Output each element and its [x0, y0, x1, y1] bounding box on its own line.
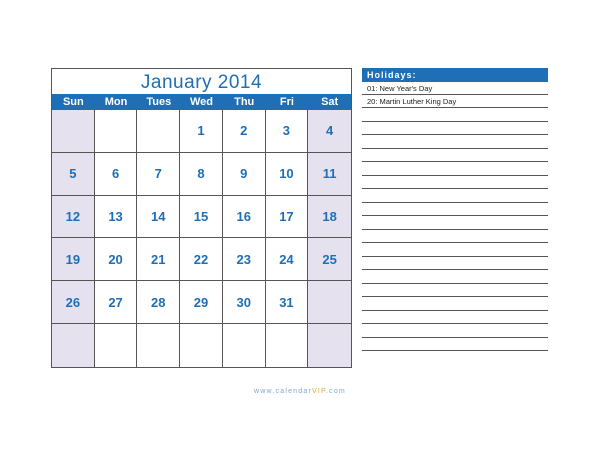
weekday-header-row: [52, 94, 351, 110]
day-cell: 17: [266, 196, 309, 239]
weekday-label: Thu: [234, 96, 255, 108]
holidays-panel: [362, 68, 548, 351]
note-line: [362, 270, 548, 284]
day-cell: 10: [266, 153, 309, 196]
note-line: [362, 324, 548, 338]
day-cell: 4: [308, 110, 351, 153]
day-cell: [95, 324, 138, 367]
day-cell: 14: [137, 196, 180, 239]
note-line: [362, 108, 548, 122]
day-cell: [308, 281, 351, 324]
day-cell: [266, 324, 309, 367]
day-cell: [180, 324, 223, 367]
note-line: [362, 284, 548, 298]
note-line: [362, 257, 548, 271]
day-cell: [95, 110, 138, 153]
note-line: [362, 135, 548, 149]
day-cell: 30: [223, 281, 266, 324]
note-line: [362, 311, 548, 325]
day-cell: 7: [137, 153, 180, 196]
footer-url: [0, 388, 600, 395]
day-cell: 18: [308, 196, 351, 239]
day-cell: 23: [223, 238, 266, 281]
holiday-entry: 20: Martin Luther King Day: [362, 95, 548, 108]
day-cell: 6: [95, 153, 138, 196]
footer-suffix: .com: [325, 388, 346, 395]
day-cell: 25: [308, 238, 351, 281]
day-cell: 21: [137, 238, 180, 281]
note-line: [362, 216, 548, 230]
day-cell: 3: [266, 110, 309, 153]
day-cell: 1: [180, 110, 223, 153]
day-cell: 12: [52, 196, 95, 239]
footer-brand: VIP: [312, 388, 326, 395]
weekday-label: Tues: [146, 96, 172, 108]
day-cell: 19: [52, 238, 95, 281]
day-cell: [52, 110, 95, 153]
day-cell: 13: [95, 196, 138, 239]
day-cell: 16: [223, 196, 266, 239]
note-line: [362, 243, 548, 257]
day-cell: 9: [223, 153, 266, 196]
day-cell: [52, 324, 95, 367]
day-cell: 5: [52, 153, 95, 196]
day-cell: 11: [308, 153, 351, 196]
day-cell: 29: [180, 281, 223, 324]
holidays-header: Holidays:: [362, 68, 548, 82]
month-calendar: [51, 68, 352, 368]
note-line: [362, 203, 548, 217]
day-cell: 24: [266, 238, 309, 281]
day-cell: 20: [95, 238, 138, 281]
holiday-entry: 01: New Year's Day: [362, 82, 548, 95]
day-cell: 31: [266, 281, 309, 324]
day-grid: [52, 110, 351, 367]
note-line: [362, 149, 548, 163]
note-line: [362, 297, 548, 311]
notes-lines: [362, 108, 548, 351]
day-cell: 26: [52, 281, 95, 324]
day-cell: 27: [95, 281, 138, 324]
note-line: [362, 176, 548, 190]
calendar-title: January 2014: [140, 72, 263, 93]
weekday-label: Wed: [189, 96, 213, 108]
note-line: [362, 189, 548, 203]
day-cell: 22: [180, 238, 223, 281]
note-line: [362, 230, 548, 244]
day-cell: 2: [223, 110, 266, 153]
note-line: [362, 162, 548, 176]
note-line: [362, 122, 548, 136]
day-cell: 15: [180, 196, 223, 239]
day-cell: [308, 324, 351, 367]
day-cell: [223, 324, 266, 367]
day-cell: 28: [137, 281, 180, 324]
weekday-label: Mon: [104, 96, 128, 108]
day-cell: [137, 324, 180, 367]
weekday-label: Sun: [62, 96, 84, 108]
weekday-label: Fri: [279, 96, 294, 108]
day-cell: 8: [180, 153, 223, 196]
weekday-label: Sat: [321, 96, 339, 108]
day-cell: [137, 110, 180, 153]
note-line: [362, 338, 548, 352]
footer-prefix: www.calendar: [254, 388, 312, 395]
